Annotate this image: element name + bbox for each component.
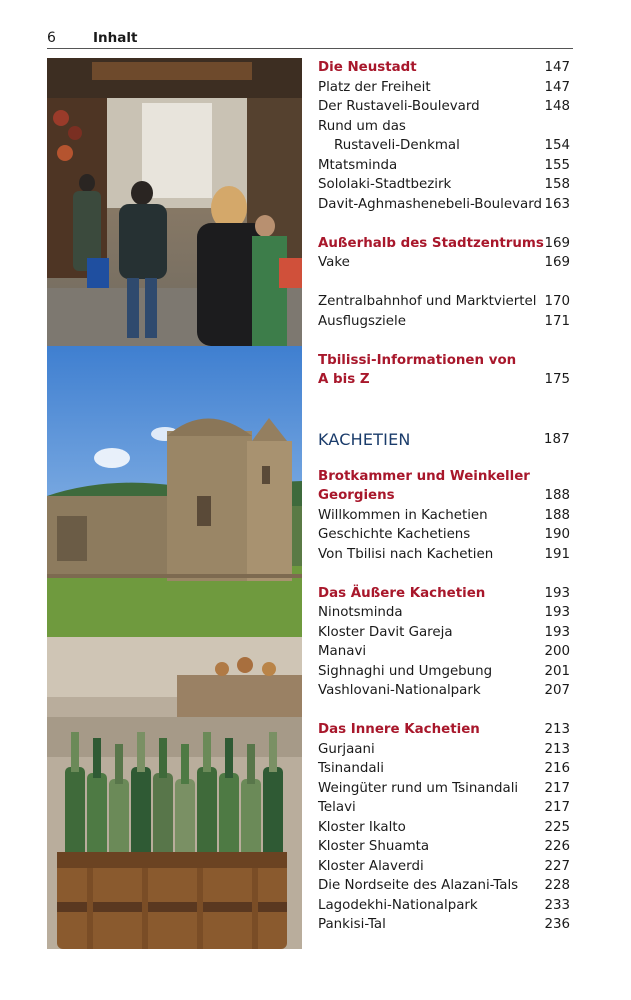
toc-section-innere[interactable]: Das Innere Kachetien 213 [318, 722, 570, 737]
toc-entry-alaverdi[interactable]: Kloster Alaverdi 227 [318, 858, 570, 874]
toc-entry-ausflugsziele[interactable]: Ausflugsziele 171 [318, 313, 570, 329]
toc-entry-davit-gareja[interactable]: Kloster Davit Gareja 193 [318, 624, 570, 640]
toc-entry-willkommen[interactable]: Willkommen in Kachetien 188 [318, 507, 570, 523]
toc-entry-rustaveli-boulevard[interactable]: Der Rustaveli-Boulevard 148 [318, 99, 570, 114]
toc-entry-geschichte[interactable]: Geschichte Kachetiens 190 [318, 527, 570, 542]
toc-entry-mtatsminda[interactable]: Mtatsminda 155 [318, 157, 570, 173]
toc-entry-ninotsminda[interactable]: Ninotsminda 193 [318, 605, 570, 620]
toc-entry-pankisi[interactable]: Pankisi-Tal 236 [318, 917, 570, 932]
page-number: 6 [47, 30, 56, 46]
toc-entry-ikalto[interactable]: Kloster Ikalto 225 [318, 819, 570, 835]
toc-section-brotkammer[interactable]: Brotkammer und Weinkeller [318, 468, 530, 484]
castle-ruin-photo [47, 346, 302, 637]
toc-entry-zentralbahnhof[interactable]: Zentralbahnhof und Marktviertel 170 [318, 294, 570, 309]
toc-entry-vashlovani[interactable]: Vashlovani-Nationalpark 207 [318, 683, 570, 698]
toc-entry-signaghi[interactable]: Sighnaghi und Umgebung 201 [318, 663, 570, 679]
toc-entry-nordseite[interactable]: Die Nordseite des Alazani-Tals 228 [318, 878, 570, 893]
running-head: Inhalt [93, 30, 138, 46]
wine-bottles-barrel-photo [47, 637, 302, 949]
toc-section-ausserhalb[interactable]: Außerhalb des Stadtzentrums 169 [318, 235, 570, 251]
toc-section-brotkammer-cont[interactable]: Georgiens 188 [318, 488, 570, 503]
toc-entry-tsinandali[interactable]: Tsinandali 216 [318, 761, 570, 776]
toc-entry-telavi[interactable]: Telavi 217 [318, 800, 570, 815]
toc-entry-weingueter[interactable]: Weingüter rund um Tsinandali 217 [318, 780, 570, 796]
toc-entry-rund-um[interactable]: Rund um das [318, 118, 406, 134]
toc-entry-freiheit[interactable]: Platz der Freiheit 147 [318, 79, 570, 95]
toc-entry-vake[interactable]: Vake 169 [318, 255, 570, 270]
toc-section-neustadt[interactable]: Die Neustadt 147 [318, 60, 570, 75]
toc-entry-lagodekhi[interactable]: Lagodekhi-Nationalpark 233 [318, 897, 570, 913]
toc-entry-rustaveli-denkmal[interactable]: Rustaveli-Denkmal 154 [334, 138, 570, 153]
toc-chapter-kachetien[interactable]: KACHETIEN 187 [318, 430, 570, 449]
page-header [47, 30, 573, 49]
toc-entry-manavi[interactable]: Manavi 200 [318, 644, 570, 659]
toc-entry-shuamta[interactable]: Kloster Shuamta 226 [318, 839, 570, 854]
toc-section-tbilisi-info-cont[interactable]: A bis Z 175 [318, 372, 570, 387]
toc-section-tbilisi-info[interactable]: Tbilissi-Informationen von [318, 352, 517, 368]
toc-entry-von-tbilisi[interactable]: Von Tbilisi nach Kachetien 191 [318, 546, 570, 562]
toc-section-aeussere[interactable]: Das Äußere Kachetien 193 [318, 585, 570, 601]
market-hall-photo [47, 58, 302, 346]
table-of-contents [318, 58, 570, 935]
toc-entry-davit-boulevard[interactable]: Davit-Aghmashenebeli-Boulevard 163 [318, 196, 570, 212]
toc-entry-gurjaani[interactable]: Gurjaani 213 [318, 741, 570, 757]
toc-entry-sololaki[interactable]: Sololaki-Stadtbezirk 158 [318, 177, 570, 192]
